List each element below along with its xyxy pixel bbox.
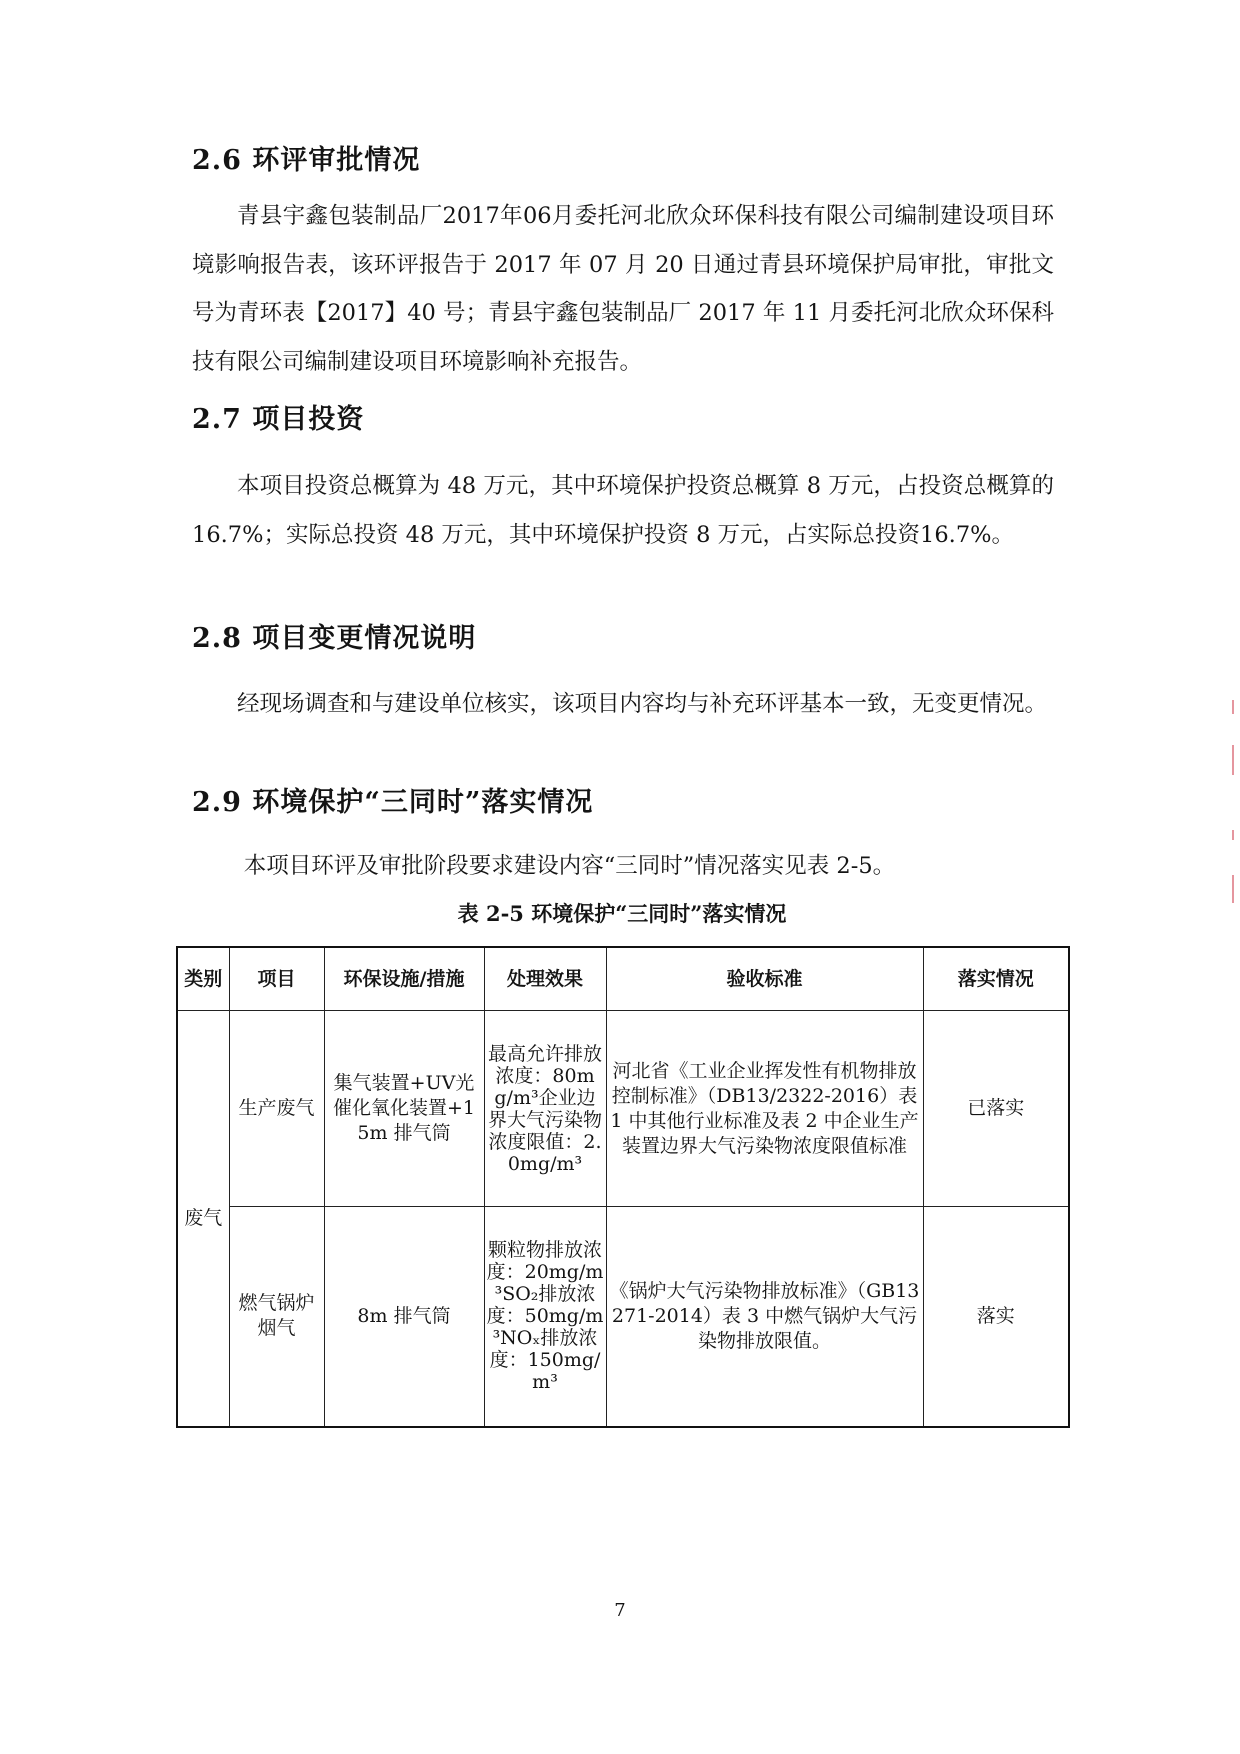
item-cell: 生产废气: [229, 1011, 324, 1207]
table-header-row: [177, 947, 1069, 1011]
section-heading-2-9: 2.9 环境保护“三同时”落实情况: [192, 787, 594, 818]
status-cell: 已落实: [923, 1011, 1069, 1207]
three-simultaneous-table: [176, 946, 1070, 1428]
section-heading-2-8: 2.8 项目变更情况说明: [192, 623, 477, 654]
margin-stamp-mark: [1232, 830, 1234, 840]
measure-cell: 集气装置+UV光催化氧化装置+15m 排气筒: [324, 1011, 484, 1207]
measure-cell: 8m 排气筒: [324, 1207, 484, 1427]
table-row: [177, 1011, 1069, 1207]
table-caption: 表 2-5 环境保护“三同时”落实情况: [457, 901, 787, 926]
column-header: 项目: [229, 947, 324, 1011]
section-2-8-paragraph: 经现场调查和与建设单位核实，该项目内容均与补充环评基本一致，无变更情况。: [237, 691, 1048, 717]
status-cell: 落实: [923, 1207, 1069, 1427]
column-header: 环保设施/措施: [324, 947, 484, 1011]
category-cell: 废气: [177, 1011, 229, 1427]
item-cell: 燃气锅炉烟气: [229, 1207, 324, 1427]
section-2-7-paragraph: 本项目投资总概算为 48 万元，其中环境保护投资总概算 8 万元，占投资总概算的 16.7%；实际总投资 48 万元，其中环境保护投资 8 万元，占实际总投资16.7%。: [192, 473, 1054, 548]
section-heading-2-6: 2.6 环评审批情况: [192, 145, 421, 176]
page-number: 7: [614, 1600, 626, 1621]
column-header: 处理效果: [484, 947, 606, 1011]
column-header: 落实情况: [923, 947, 1069, 1011]
section-2-9-paragraph: 本项目环评及审批阶段要求建设内容“三同时”情况落实见表 2-5。: [243, 853, 896, 879]
effect-cell: 最高允许排放浓度：80mg/m³企业边界大气污染物浓度限值：2.0mg/m³: [484, 1011, 606, 1207]
margin-stamp-mark: [1232, 745, 1234, 775]
section-2-6-paragraph: 青县宇鑫包装制品厂2017年06月委托河北欣众环保科技有限公司编制建设项目环境影响报告表，该环评报告于 2017 年 07 月 20 日通过青县环境保护局审批，审批文号为青环表【2017】40 号；青县宇鑫包装制品厂 2017 年 11 月委托河北欣众环保科技有限公司编制建设项目环境影响补充报告。: [192, 203, 1054, 375]
standard-cell: 《锅炉大气污染物排放标准》（GB13271-2014）表 3 中燃气锅炉大气污染物排放限值。: [606, 1207, 923, 1427]
effect-cell: 颗粒物排放浓度：20mg/m³SO₂排放浓度：50mg/m³NOₓ排放浓度：150mg/m³: [484, 1207, 606, 1427]
margin-stamp-mark: [1232, 700, 1234, 714]
table-row: [177, 1207, 1069, 1427]
standard-cell: 河北省《工业企业挥发性有机物排放控制标准》（DB13/2322-2016）表 1 中其他行业标准及表 2 中企业生产装置边界大气污染物浓度限值标准: [606, 1011, 923, 1207]
column-header: 类别: [177, 947, 229, 1011]
column-header: 验收标准: [606, 947, 923, 1011]
margin-stamp-mark: [1232, 875, 1234, 903]
section-heading-2-7: 2.7 项目投资: [192, 404, 365, 435]
